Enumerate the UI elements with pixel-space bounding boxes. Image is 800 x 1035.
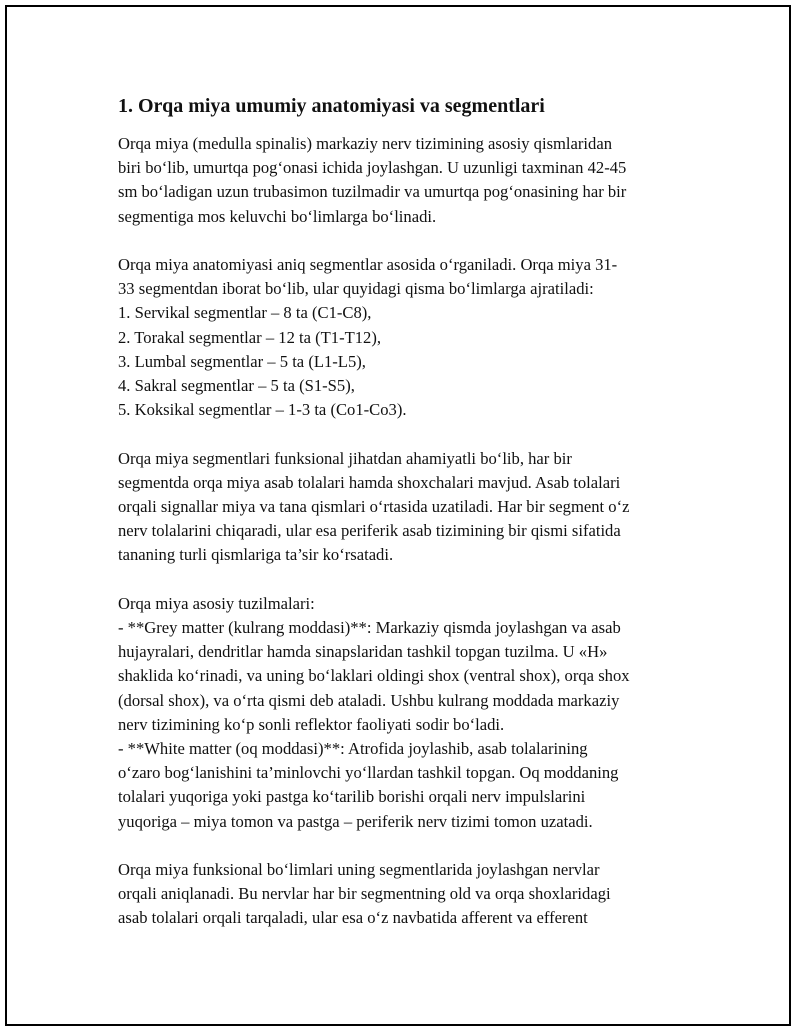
text-line: 1. Servikal segmentlar – 8 ta (C1-C8),	[118, 303, 372, 323]
text-line: 5. Koksikal segmentlar – 1-3 ta (Co1-Co3).	[118, 400, 407, 420]
text-line: sm bo‘ladigan uzun trubasimon tuzilmadir va umurtqa pog‘onasining har bir	[118, 182, 627, 202]
text-line: Orqa miya anatomiyasi aniq segmentlar asosida o‘rganiladi. Orqa miya 31-	[118, 255, 618, 274]
text-line: 4. Sakral segmentlar – 5 ta (S1-S5),	[118, 376, 355, 396]
document-text	[118, 132, 688, 931]
text-line: yuqoriga – miya tomon va pastga – periferik nerv tizimi tomon uzatadi.	[118, 811, 593, 831]
text-line: biri bo‘lib, umurtqa pog‘onasi ichida joylashgan. U uzunligi taxminan 42-45	[118, 158, 627, 178]
text-line: 3. Lumbal segmentlar – 5 ta (L1-L5),	[118, 351, 366, 371]
text-line: Orqa miya funksional bo‘limlari uning segmentlarida joylashgan nervlar	[118, 860, 600, 880]
text-line: Orqa miya asosiy tuzilmalari:	[118, 593, 315, 613]
text-line: hujayralari, dendritlar hamda sinapslaridan tashkil topgan tuzilma. U «H»	[118, 642, 608, 662]
paragraph-break	[118, 229, 688, 253]
text-line: Orqa miya segmentlari funksional jihatdan ahamiyatli bo‘lib, har bir	[118, 448, 572, 468]
text-line: 2. Torakal segmentlar – 12 ta (T1-T12),	[118, 327, 382, 347]
text-line: - **Grey matter (kulrang moddasi)**: Markaziy qismda joylashgan va asab	[118, 618, 621, 638]
text-line: Orqa miya (medulla spinalis) markaziy nerv tizimining asosiy qismlaridan	[118, 134, 613, 153]
section-heading: 1. Orqa miya umumiy anatomiyasi va segmentlari	[118, 95, 545, 117]
text-line: shaklida ko‘rinadi, va uning bo‘laklari oldingi shox (ventral shox), orqa shox	[118, 666, 630, 686]
text-line: (dorsal shox), va o‘rta qismi deb ataladi. Ushbu kulrang moddada markaziy	[118, 690, 620, 710]
text-line: nerv tolalarini chiqaradi, ular esa periferik asab tizimining bir qismi sifatida	[118, 521, 621, 541]
text-line: segmentiga mos keluvchi bo‘limlarga bo‘linadi.	[118, 206, 437, 226]
text-line: segmentda orqa miya asab tolalari hamda shoxchalari mavjud. Asab tolalari	[118, 472, 621, 492]
text-line: 33 segmentdan iborat bo‘lib, ular quyidagi qisma bo‘limlarga ajratiladi:	[118, 279, 594, 299]
text-line: tolalari yuqoriga yoki pastga ko‘tarilib borishi orqali nerv impulslarini	[118, 787, 586, 807]
text-line: nerv tizimining ko‘p sonli reflektor faoliyati sodir bo‘ladi.	[118, 714, 505, 734]
text-line: - **White matter (oq moddasi)**: Atrofida joylashib, asab tolalarining	[118, 739, 588, 759]
text-line: orqali signallar miya va tana qismlari o‘rtasida uzatiladi. Har bir segment o‘z	[118, 497, 630, 517]
text-line: tananing turli qismlariga ta’sir ko‘rsatadi.	[118, 545, 394, 565]
paragraph-break	[118, 568, 688, 592]
text-line: orqali aniqlanadi. Bu nervlar har bir segmentning old va orqa shoxlaridagi	[118, 884, 611, 904]
text-line: o‘zaro bog‘lanishini ta’minlovchi yo‘llardan tashkil topgan. Oq moddaning	[118, 763, 619, 783]
document-body	[118, 92, 688, 931]
text-line: asab tolalari orqali tarqaladi, ular esa o‘z navbatida afferent va efferent	[118, 908, 588, 928]
paragraph-break	[118, 834, 688, 858]
paragraph-break	[118, 422, 688, 446]
